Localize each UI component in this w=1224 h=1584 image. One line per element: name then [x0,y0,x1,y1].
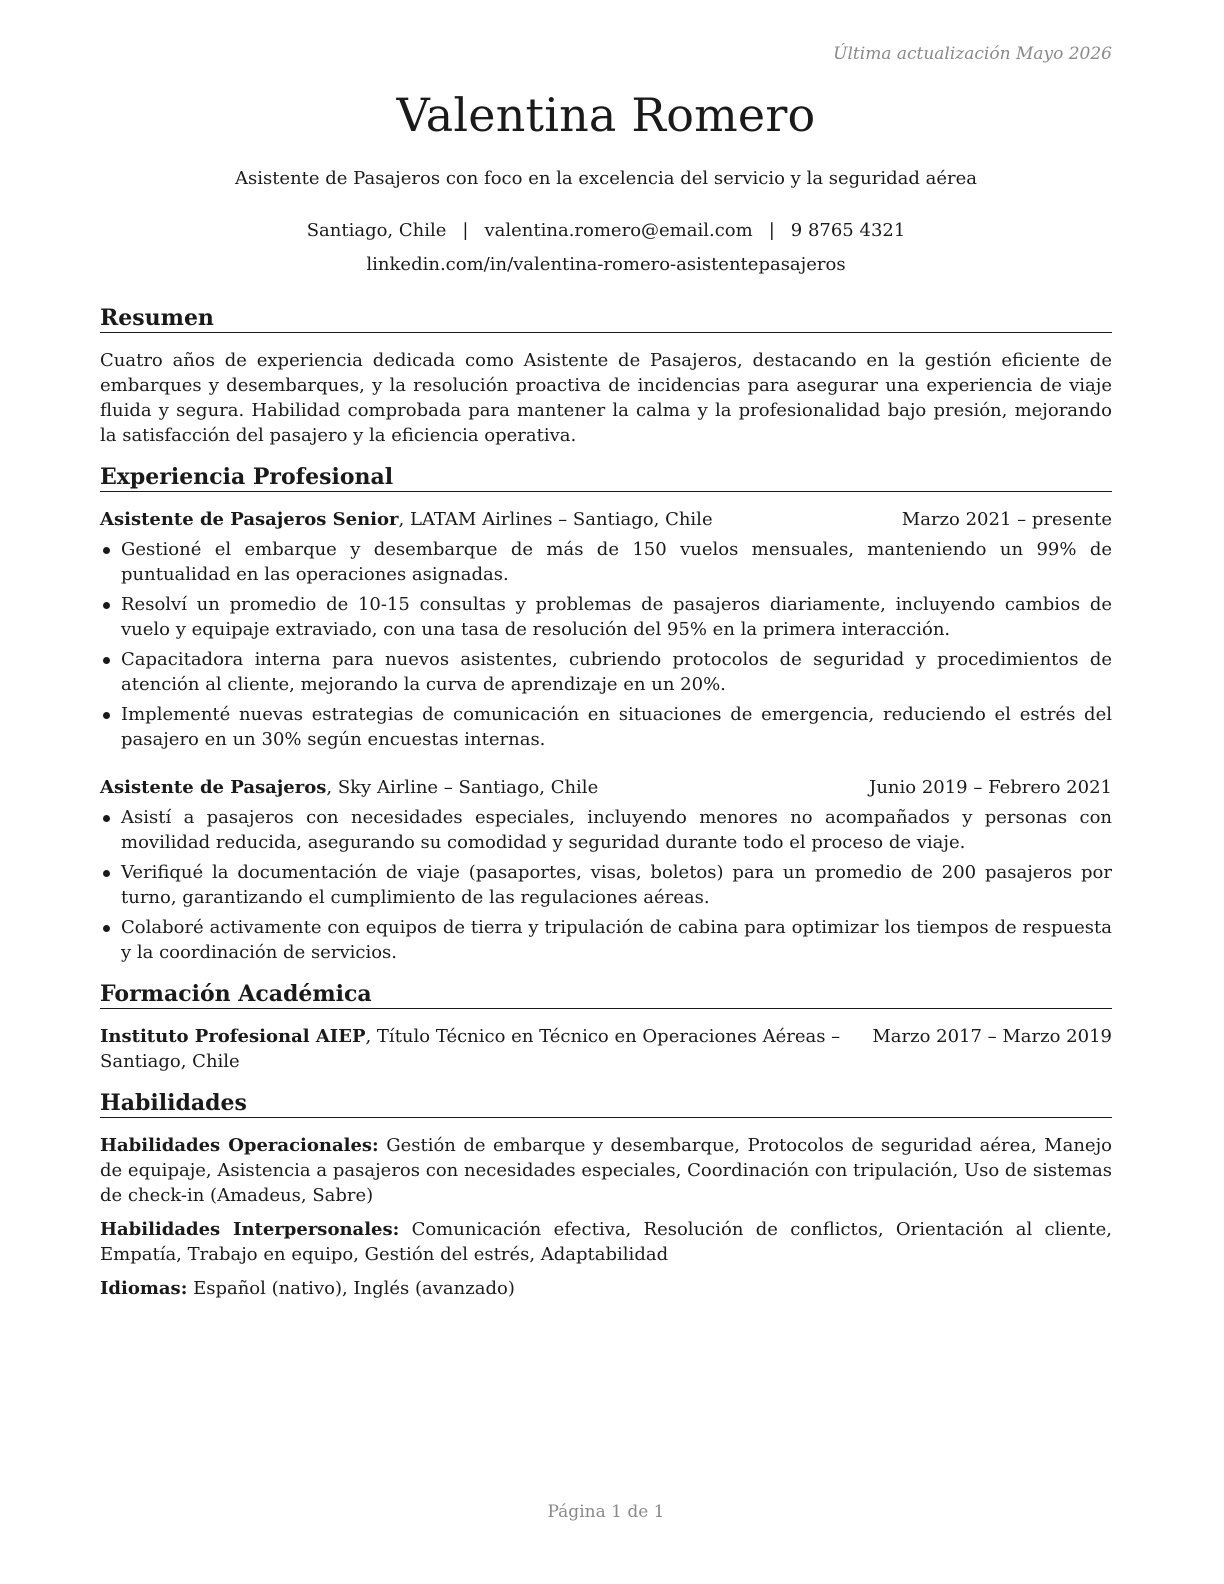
education-institution: Instituto Profesional AIEP [100,1026,366,1047]
list-item: Asistí a pasajeros con necesidades especiales, incluyendo menores no acompañados y personas con movilidad reducida, asegurando su comodidad y seguridad durante todo el proceso de viaje. [100,805,1112,855]
section-title-education: Formación Académica [100,981,1112,1009]
skill-text: Gestión de embarque y desembarque, Protocolos de seguridad aérea, Manejo de equipaje, Asistencia a pasajeros con necesidades especiales, Coordinación con tripulación, Uso de sistemas de check-in (Amadeus, Sabre) [100,1135,1113,1206]
skill-group-operational [100,1133,1112,1208]
job-bullets [100,537,1112,757]
section-title-experience: Experiencia Profesional [100,464,1112,492]
summary-text: Cuatro años de experiencia dedicada como Asistente de Pasajeros, destacando en la gestión eficiente de embarques y desembarques, y la resolución proactiva de incidencias para asegurar una experiencia de viaje fluida y segura. Habilidad comprobada para mantener la calma y la profesionalidad bajo presión, mejorando la satisfacción del pasajero y la eficiencia operativa. [100,350,1112,446]
tagline: Asistente de Pasajeros con foco en la excelencia del servicio y la seguridad aérea [234,168,978,189]
education-dates: Marzo 2017 – Marzo 2019 [872,1026,1112,1047]
education-entry [100,1024,1112,1074]
job-dates: Junio 2019 – Febrero 2021 [869,777,1112,798]
skill-text: Español (nativo), Inglés (avanzado) [187,1278,515,1299]
skill-label: Idiomas: [100,1278,188,1299]
job-bullets [100,805,1112,970]
contact-line [100,220,1112,241]
skill-text: Comunicación efectiva, Resolución de conflictos, Orientación al cliente, Empatía, Trabajo en equipo, Gestión del estrés, Adaptabilidad [100,1219,1112,1265]
job-role: Asistente de Pasajeros Senior [100,509,399,530]
list-item: Capacitadora interna para nuevos asistentes, cubriendo protocolos de seguridad y procedimientos de atención al cliente, mejorando la curva de aprendizaje en un 20%. [100,647,1112,697]
skill-group-languages [100,1276,1112,1301]
separator: | [768,220,775,241]
job-dates: Marzo 2021 – presente [901,509,1112,530]
list-item: Resolví un promedio de 10-15 consultas y problemas de pasajeros diariamente, incluyendo cambios de vuelo y equipaje extraviado, con una tasa de resolución del 95% en la primera interacción. [100,592,1112,642]
job-company: , LATAM Airlines – Santiago, Chile [398,509,713,530]
job-role: Asistente de Pasajeros [100,777,327,798]
list-item: Implementé nuevas estrategias de comunicación en situaciones de emergencia, reduciendo el estrés del pasajero en un 30% según encuestas internas. [100,702,1112,752]
job-company: , Sky Airline – Santiago, Chile [326,777,599,798]
last-updated: Última actualización Mayo 2026 [833,44,1112,64]
skill-label: Habilidades Operacionales: [100,1135,379,1156]
section-title-summary: Resumen [100,305,1112,333]
phone: 9 8765 4321 [790,220,906,241]
skill-group-interpersonal [100,1217,1112,1267]
email-link[interactable]: valentina.romero@email.com [484,220,753,241]
job-header [100,775,1112,800]
page-number: Página 1 de 1 [547,1502,665,1522]
list-item: Gestioné el embarque y desembarque de más de 150 vuelos mensuales, manteniendo un 99% de puntualidad en las operaciones asignadas. [100,537,1112,587]
list-item: Verifiqué la documentación de viaje (pasaportes, visas, boletos) para un promedio de 200 pasajeros por turno, garantizando el cumplimiento de las regulaciones aéreas. [100,860,1112,910]
section-title-skills: Habilidades [100,1090,1112,1118]
candidate-name: Valentina Romero [396,88,816,142]
separator: | [462,220,469,241]
education-detail: , Título Técnico en Técnico en Operaciones Aéreas – Santiago, Chile [100,1026,841,1072]
linkedin-link[interactable]: linkedin.com/in/valentina-romero-asistentepasajeros [366,254,846,275]
location: Santiago, Chile [306,220,447,241]
list-item: Colaboré activamente con equipos de tierra y tripulación de cabina para optimizar los tiempos de respuesta y la coordinación de servicios. [100,915,1112,965]
skill-label: Habilidades Interpersonales: [100,1219,400,1240]
job-header [100,507,1112,532]
